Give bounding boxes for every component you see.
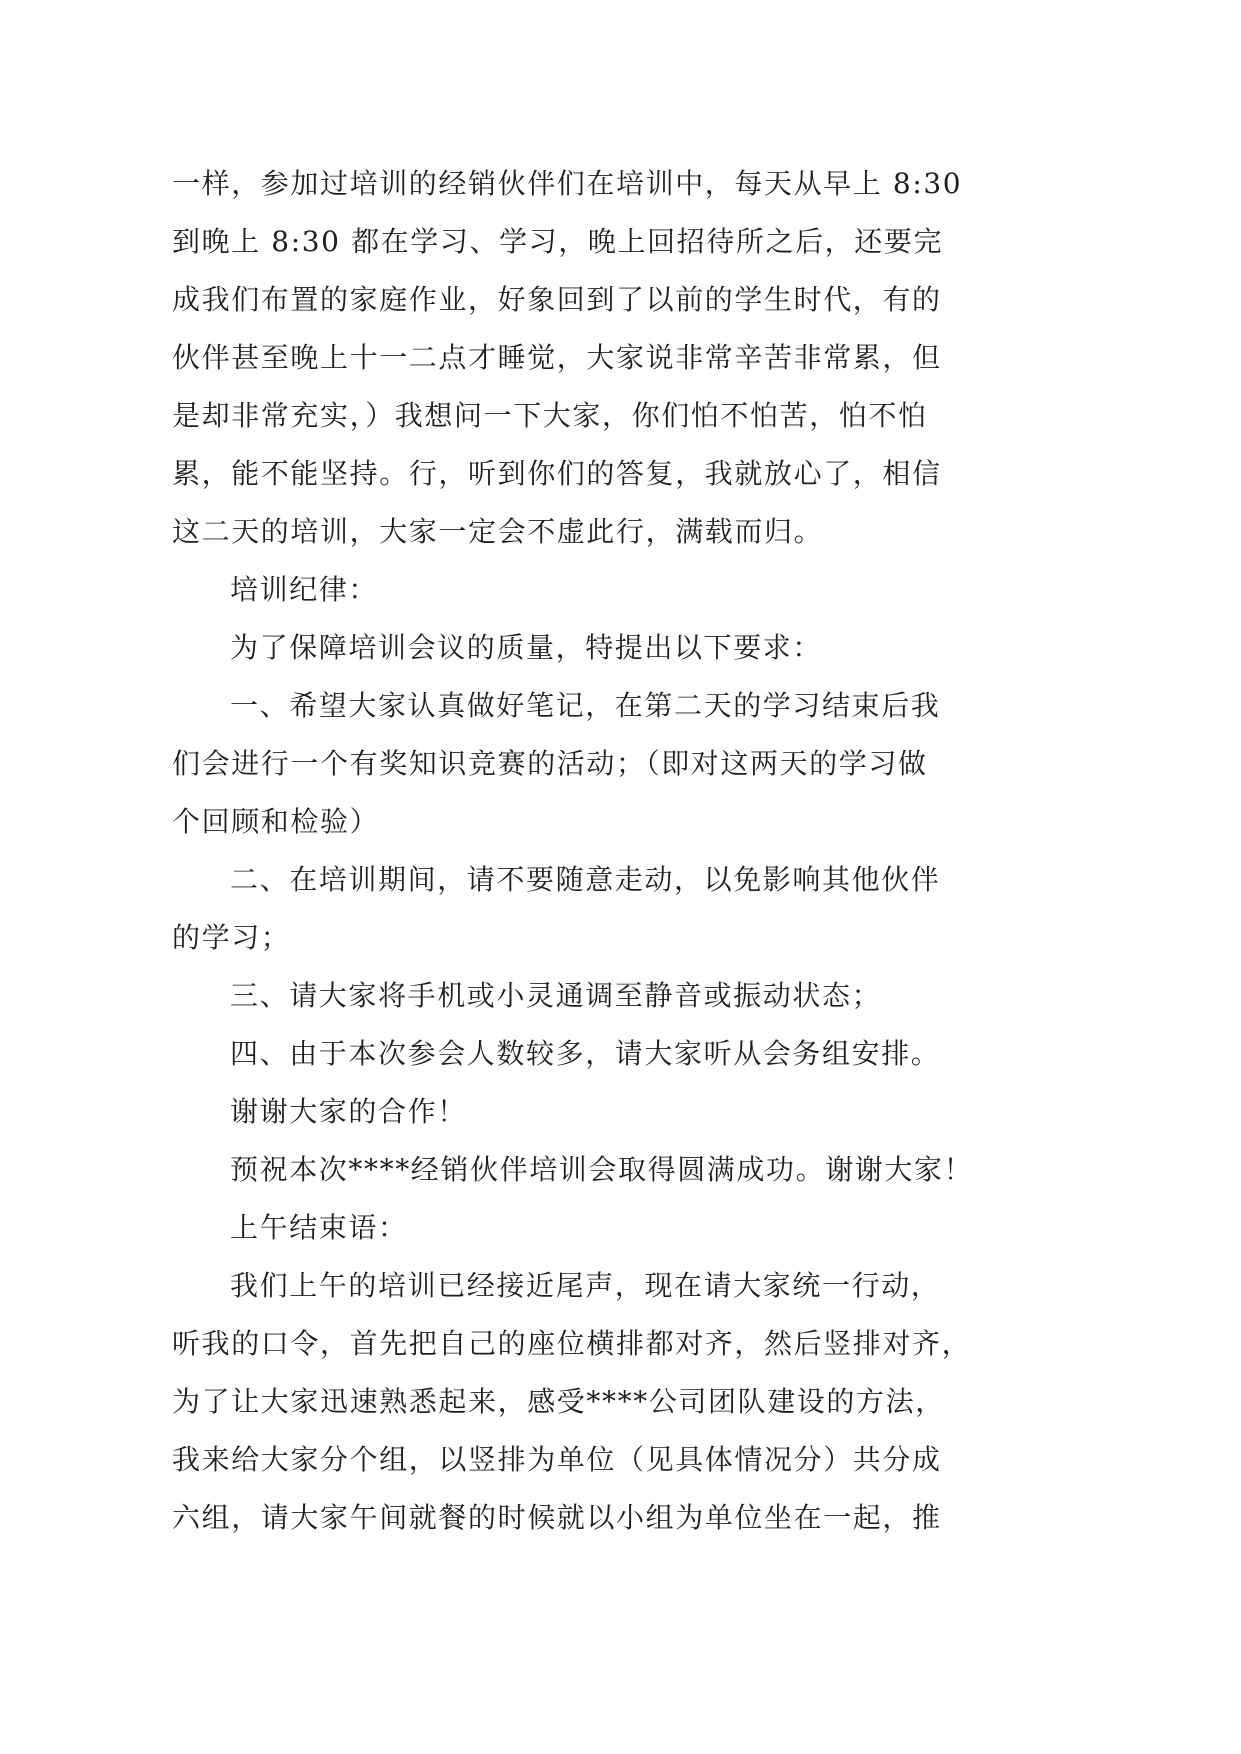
text-line: 成我们布置的家庭作业，好象回到了以前的学生时代，有的 — [172, 283, 942, 316]
text-line: 预祝本次****经销伙伴培训会取得圆满成功。谢谢大家！ — [230, 1153, 974, 1186]
text-line: 培训纪律： — [230, 573, 379, 606]
text-line: 累，能不能坚持。行，听到你们的答复，我就放心了，相信 — [172, 457, 942, 490]
text-line: 伙伴甚至晚上十一二点才睡觉，大家说非常辛苦非常累，但 — [172, 341, 942, 374]
text-line: 四、由于本次参会人数较多，请大家听从会务组安排。 — [230, 1037, 941, 1070]
text-line: 六组，请大家午间就餐的时候就以小组为单位坐在一起，推 — [172, 1501, 942, 1534]
text-line: 的学习； — [172, 921, 291, 954]
paragraph — [172, 1083, 1072, 1141]
text-line: 为了保障培训会议的质量，特提出以下要求： — [230, 631, 823, 664]
paragraph — [172, 1025, 1072, 1083]
paragraph — [172, 619, 1072, 677]
paragraph — [172, 1257, 1072, 1547]
text-line: 一样，参加过培训的经销伙伴们在培训中，每天从早上 8:30 — [172, 167, 963, 200]
text-line: 到晚上 8:30 都在学习、学习，晚上回招待所之后，还要完 — [172, 225, 944, 258]
paragraph — [172, 967, 1072, 1025]
text-line: 是却非常充实，）我想问一下大家，你们怕不怕苦，怕不怕 — [172, 399, 928, 432]
document-body — [172, 155, 1072, 1547]
paragraph — [172, 561, 1072, 619]
text-line: 为了让大家迅速熟悉起来，感受****公司团队建设的方法， — [172, 1385, 945, 1418]
paragraph — [172, 1199, 1072, 1257]
text-line: 上午结束语： — [230, 1211, 408, 1244]
text-line: 谢谢大家的合作！ — [230, 1095, 467, 1128]
text-line: 们会进行一个有奖知识竞赛的活动；（即对这两天的学习做 — [172, 747, 928, 780]
text-line: 个回顾和检验） — [172, 805, 380, 838]
text-line: 我来给大家分个组，以竖排为单位（见具体情况分）共分成 — [172, 1443, 942, 1476]
text-line: 三、请大家将手机或小灵通调至静音或振动状态； — [230, 979, 882, 1012]
paragraph — [172, 155, 1072, 561]
paragraph — [172, 851, 1072, 967]
text-line: 一、希望大家认真做好笔记，在第二天的学习结束后我 — [230, 689, 941, 722]
paragraph — [172, 1141, 1072, 1199]
paragraph — [172, 677, 1072, 851]
text-line: 这二天的培训，大家一定会不虚此行，满载而归。 — [172, 515, 824, 548]
text-line: 二、在培训期间，请不要随意走动，以免影响其他伙伴 — [230, 863, 941, 896]
text-line: 听我的口令，首先把自己的座位横排都对齐，然后竖排对齐， — [172, 1327, 972, 1360]
text-line: 我们上午的培训已经接近尾声，现在请大家统一行动， — [230, 1269, 941, 1302]
